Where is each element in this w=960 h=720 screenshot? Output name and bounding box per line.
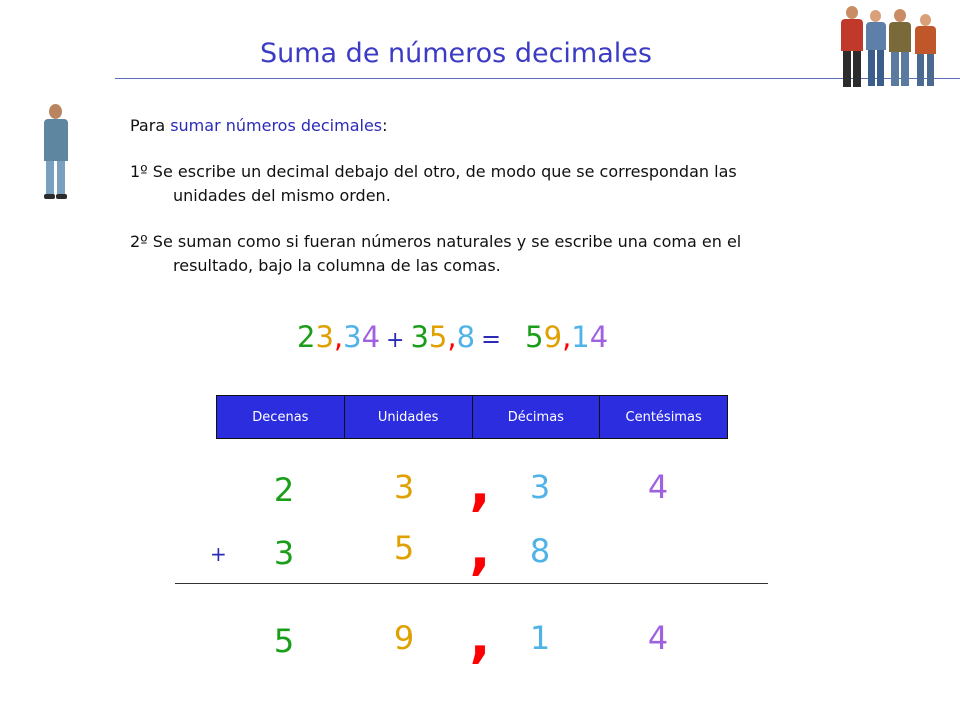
row2-comma: , <box>469 517 491 582</box>
eq-a-decimas: 3 <box>343 320 362 354</box>
step-2-line-1: 2º Se suman como si fueran números naturales y se escribe una coma en el <box>130 232 742 251</box>
header-decenas: Decenas <box>217 396 345 438</box>
eq-r-decimas: 1 <box>571 320 590 354</box>
step-2-line-2: resultado, bajo la columna de las comas. <box>173 256 501 275</box>
header-centesimas: Centésimas <box>625 409 702 425</box>
instructions <box>130 114 850 278</box>
eq-b-unidades: 5 <box>428 320 448 354</box>
eq-b-decimas: 8 <box>456 320 476 354</box>
eq-b-decenas: 3 <box>410 320 429 354</box>
header-decimas: Décimas <box>473 396 601 438</box>
plus-operator: + <box>210 542 227 566</box>
eq-equals: = <box>481 325 502 353</box>
result-centesimas: 4 <box>647 619 669 657</box>
result-decenas: 5 <box>273 622 295 660</box>
eq-a-comma: , <box>333 320 344 354</box>
row2-decimas: 8 <box>529 532 551 570</box>
eq-a-decenas: 2 <box>297 320 316 354</box>
row1-decimas: 3 <box>529 468 551 506</box>
page-title: Suma de números decimales <box>260 38 652 69</box>
eq-plus: + <box>386 328 405 353</box>
step-1-line-2: unidades del mismo orden. <box>173 186 391 205</box>
intro-highlight: sumar números decimales <box>170 116 383 135</box>
eq-r-centesimas: 4 <box>589 320 609 354</box>
eq-r-unidades: 9 <box>543 320 563 354</box>
eq-a-unidades: 3 <box>315 320 334 354</box>
place-value-table <box>216 395 728 439</box>
step-1-line-1: 1º Se escribe un decimal debajo del otro, de modo que se correspondan las <box>130 162 737 181</box>
eq-r-comma: , <box>562 320 572 354</box>
student-illustration <box>40 102 72 200</box>
header-unidades: Unidades <box>345 396 473 438</box>
title-divider <box>115 78 960 79</box>
row2-unidades: 5 <box>393 529 415 567</box>
eq-b-comma: , <box>447 320 457 354</box>
intro-line: Para sumar números decimales: <box>130 116 388 135</box>
people-group-illustration <box>838 4 942 92</box>
eq-a-centesimas: 4 <box>361 320 381 354</box>
row2-decenas: 3 <box>273 534 295 572</box>
row1-decenas: 2 <box>273 471 295 509</box>
sum-line <box>175 583 768 584</box>
row1-unidades: 3 <box>393 468 415 506</box>
result-decimas: 1 <box>529 619 551 657</box>
row1-comma: , <box>469 453 491 518</box>
result-comma: , <box>469 605 491 670</box>
row1-centesimas: 4 <box>647 468 669 506</box>
eq-r-decenas: 5 <box>525 320 544 354</box>
decimal-equation <box>297 320 608 354</box>
result-unidades: 9 <box>393 619 415 657</box>
